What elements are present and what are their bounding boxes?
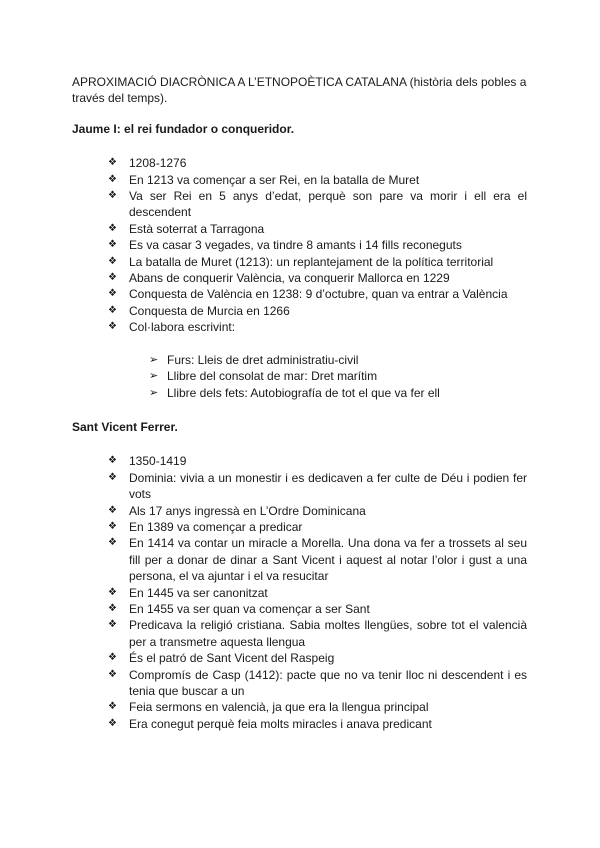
sublist-item: ➢ Llibre del consolat de mar: Dret marítim	[149, 369, 378, 384]
diamond-bullet-icon: ❖	[108, 652, 117, 664]
list-item: ❖ En 1445 va ser canonitzat	[108, 585, 268, 600]
diamond-bullet-icon: ❖	[108, 222, 117, 234]
arrowhead-bullet-icon: ➢	[149, 370, 159, 383]
diamond-bullet-icon: ❖	[108, 471, 117, 483]
diamond-bullet-icon: ❖	[108, 304, 117, 316]
list-item: ❖ Era conegut perquè feia molts miracles i anava predicant	[108, 716, 432, 731]
diamond-bullet-icon: ❖	[108, 619, 117, 631]
diamond-bullet-icon: ❖	[108, 255, 117, 267]
diamond-bullet-icon: ❖	[108, 602, 117, 614]
list-item: ❖ Dominia: vivia a un monestir i es dedicaven a fer culte de Déu i podien fer vots	[108, 470, 527, 502]
list-item: ❖ Conquesta de Murcia en 1266	[108, 303, 290, 318]
list-item: ❖ En 1455 va ser quan va començar a ser Sant	[108, 601, 370, 616]
document-page	[72, 74, 527, 732]
diamond-bullet-icon: ❖	[108, 157, 117, 169]
list-item: ❖ Conquesta de València en 1238: 9 d’octubre, quan va entrar a València	[108, 287, 508, 302]
jaume-bullet-list	[72, 155, 527, 401]
list-item: ❖ Predicava la religió cristiana. Sabia moltes llengües, sobre tot el valencià per a transmetre aquesta llengua	[108, 618, 527, 649]
list-item: ❖ Feia sermons en valencià, ja que era la llengua principal	[108, 700, 429, 715]
diamond-bullet-icon: ❖	[108, 239, 117, 251]
list-item: ❖ En 1389 va començar a predicar	[108, 519, 303, 534]
list-item: ❖ Es va casar 3 vegades, va tindre 8 amants i 14 fills reconeguts	[108, 238, 462, 253]
diamond-bullet-icon: ❖	[108, 288, 117, 300]
list-item: ❖ 1208-1276	[108, 156, 187, 171]
list-item: ❖ En 1414 va contar un miracle a Morella. Una dona va fer a trossets al seu fill per a donar de dinar a Sant Vicent i aquest al notar l’olor i gust a una persona, el va ajuntar i el va resucitar	[108, 536, 527, 584]
sublist-item: ➢ Llibre dels fets: Autobiografía de tot el que va fer ell	[149, 385, 440, 400]
sublist-item: ➢ Furs: Lleis de dret administratiu-civil	[149, 352, 359, 367]
list-item: ❖ Compromís de Casp (1412): pacte que no va tenir lloc ni descendent i es tenia que buscar a un	[108, 667, 527, 698]
diamond-bullet-icon: ❖	[108, 668, 117, 680]
diamond-bullet-icon: ❖	[108, 173, 117, 185]
diamond-bullet-icon: ❖	[108, 520, 117, 532]
list-item: ❖ Abans de conquerir València, va conquerir Mallorca en 1229	[108, 271, 450, 286]
diamond-bullet-icon: ❖	[108, 717, 117, 729]
works-sublist	[129, 352, 527, 401]
document-intro: APROXIMACIÓ DIACRÒNICA A L’ETNOPOÈTICA CATALANA (història dels pobles a través del temps).	[72, 75, 527, 106]
list-item: ❖ Als 17 anys ingressà en L’Ordre Dominicana	[108, 503, 366, 518]
diamond-bullet-icon: ❖	[108, 190, 117, 202]
list-item: ❖ És el patró de Sant Vicent del Raspeig	[108, 651, 335, 666]
sant-vicent-bullet-list	[72, 453, 527, 732]
diamond-bullet-icon: ❖	[108, 504, 117, 516]
diamond-bullet-icon: ❖	[108, 586, 117, 598]
arrowhead-bullet-icon: ➢	[149, 386, 159, 399]
section-spacer	[72, 401, 527, 419]
diamond-bullet-icon: ❖	[108, 701, 117, 713]
diamond-bullet-icon: ❖	[108, 321, 117, 333]
diamond-bullet-icon: ❖	[108, 537, 117, 549]
diamond-bullet-icon: ❖	[108, 272, 117, 284]
list-item: ❖ Va ser Rei en 5 anys d’edat, perquè son pare va morir i ell era el descendent	[108, 189, 527, 220]
section-title-jaume: Jaume I: el rei fundador o conqueridor.	[72, 121, 295, 136]
list-item: ❖ Col·labora escrivint: ➢ Furs: Lleis de dret administratiu-civil ➢ Llibre del consolat de mar: Dret marítim ➢ Llibre dels fets: Autobiografía de tot el que va fer ell	[108, 319, 527, 401]
arrowhead-bullet-icon: ➢	[149, 353, 159, 366]
list-item: ❖ Està soterrat a Tarragona	[108, 221, 265, 236]
list-item: ❖ 1350-1419	[108, 454, 187, 469]
section-title-sant-vicent: Sant Vicent Ferrer.	[72, 419, 178, 434]
list-item: ❖ En 1213 va començar a ser Rei, en la batalla de Muret	[108, 172, 420, 187]
diamond-bullet-icon: ❖	[108, 455, 117, 467]
list-item: ❖ La batalla de Muret (1213): un replantejament de la política territorial	[108, 254, 494, 269]
